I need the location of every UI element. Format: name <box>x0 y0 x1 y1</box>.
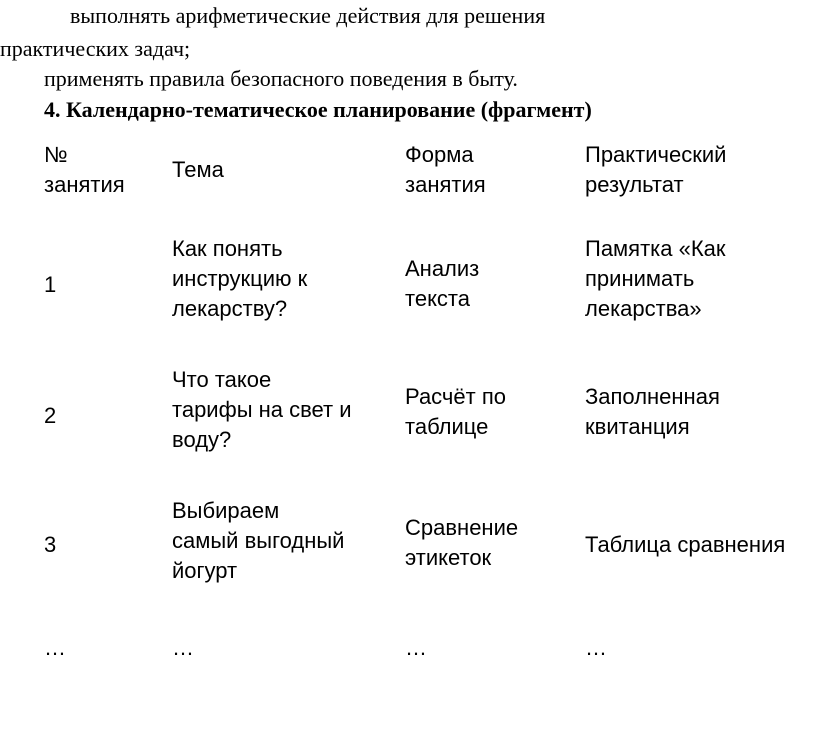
intro-line-2: применять правила безопасного поведения в быту. <box>44 66 518 91</box>
row-2-result: Заполненная квитанция <box>585 384 720 439</box>
header-lesson-form: Форма занятия <box>405 142 486 197</box>
row-2-number: 2 <box>44 403 57 428</box>
row-1-form: Анализ текста <box>405 256 480 311</box>
header-lesson-number: № занятия <box>44 142 125 197</box>
header-practical-result: Практический результат <box>585 142 727 197</box>
row-3-topic: Выбираем самый выгодный йогурт <box>172 498 345 583</box>
row-4-topic: … <box>172 635 194 660</box>
row-1-topic: Как понять инструкцию к лекарству? <box>172 236 308 321</box>
row-4-number: … <box>44 635 66 660</box>
row-2-topic: Что такое тарифы на свет и воду? <box>172 367 352 452</box>
row-2-form: Расчёт по таблице <box>405 384 506 439</box>
header-topic: Тема <box>172 157 224 182</box>
intro-line-1a: выполнять арифметические действия для решения <box>70 3 546 28</box>
row-3-number: 3 <box>44 532 57 557</box>
row-3-result: Таблица сравнения <box>585 532 786 557</box>
row-1-number: 1 <box>44 272 57 297</box>
row-1-result: Памятка «Как принимать лекарства» <box>585 236 726 321</box>
row-3-form: Сравнение этикеток <box>405 515 519 570</box>
row-4-result: … <box>585 635 607 660</box>
intro-line-1b: практических задач; <box>0 36 191 61</box>
section-heading: 4. Календарно-тематическое планирование (фрагмент) <box>44 97 592 122</box>
row-4-form: … <box>405 635 427 660</box>
